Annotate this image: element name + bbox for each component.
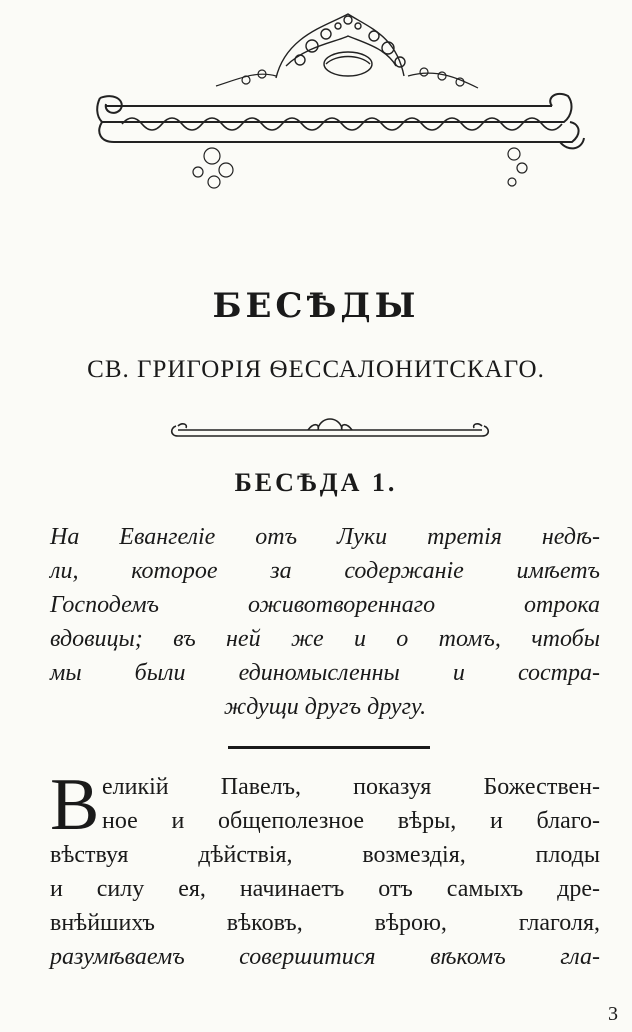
page-title: БЕСѢДЫ — [212, 286, 420, 326]
summary-line: Господемъ оживотвореннаго отрока — [50, 592, 600, 618]
body-line: внѣйшихъ вѣковъ, вѣрою, глаголя, — [50, 910, 600, 936]
summary-line: На Евангеліе отъ Луки третія недѣ- — [50, 524, 600, 550]
body-line: и силу ея, начинаетъ отъ самыхъ дре- — [50, 876, 600, 902]
ornamental-rule — [168, 412, 492, 442]
body-line: вѣствуя дѣйствія, возмездія, плоды — [50, 842, 600, 868]
body-line: разумѣваемъ совершитися вѣкомъ гла- — [50, 944, 600, 970]
drop-cap-initial: В — [50, 764, 100, 846]
sermon-heading: БЕСѢДА 1. — [234, 468, 398, 497]
decorative-headpiece — [86, 6, 590, 192]
summary-line: ли, которое за содержаніе имѣетъ — [50, 558, 600, 584]
summary-line: вдовицы; въ ней же и о томъ, чтобы — [50, 626, 600, 652]
body-text — [50, 764, 600, 974]
body-line: ное и общеполезное вѣры, и благо- — [102, 808, 600, 834]
page-subtitle: СВ. ГРИГОРІЯ ѲЕССАЛОНИТСКАГО. — [87, 356, 545, 383]
body-line: еликій Павелъ, показуя Божествен- — [102, 774, 600, 800]
sermon-summary — [50, 520, 600, 724]
summary-line: мы были единомысленны и состра- — [50, 660, 600, 686]
section-divider — [228, 746, 430, 749]
page-number: 3 — [608, 1003, 618, 1025]
summary-line: ждущи другъ другу. — [223, 694, 427, 720]
